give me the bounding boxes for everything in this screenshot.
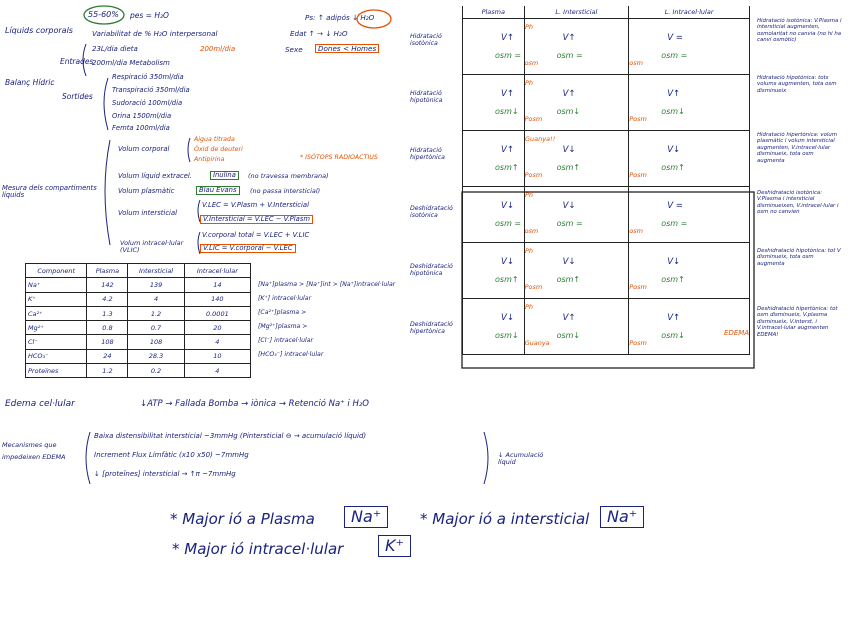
cell-osmolarity: osm↑ — [556, 275, 581, 284]
edema-cel-text: ↓ATP → Fallada Bomba → iònica → Retenció Na⁺ i H₂O — [140, 399, 369, 409]
volum-corporal: Volum corporal — [118, 145, 170, 153]
table-row — [26, 278, 251, 292]
method-1: Òxid de deuteri — [194, 146, 243, 153]
grid-row — [463, 299, 750, 355]
comp-note-3: [Mg²⁺]plasma > — [258, 323, 308, 330]
grid-row — [463, 187, 750, 243]
grid-cell — [629, 131, 750, 187]
cell-volume: V↑ — [501, 89, 514, 99]
cell-arrow-note: Ph — [525, 191, 534, 199]
liquids-label: Líquids corporals — [5, 26, 73, 35]
comp-note-5: [HCO₃⁻] intracel·lular — [258, 351, 324, 358]
table-cell: Mg²⁺ — [26, 321, 87, 335]
vcorporal-formula: V.corporal total = V.LEC + V.LIC — [202, 231, 310, 239]
sortides-item-2: Sudoració 100ml/dia — [112, 99, 183, 107]
table-cell: 0.8 — [87, 321, 128, 335]
table-cell: Proteïnes — [26, 364, 87, 378]
sexe-box: Dones < Homes — [315, 44, 379, 53]
cell-arrow-note: Posm — [629, 115, 647, 123]
cell-arrow-note: Posm — [629, 171, 647, 179]
cell-volume: V↓ — [562, 201, 576, 211]
sortides-item-0: Respiració 350ml/dia — [112, 73, 184, 81]
right-note: Deshidratació isotònica: V.Plasma i intersticial disminueixen, V.intracel·lular i osm no canvien — [757, 190, 839, 216]
table-cell: Na⁺ — [26, 278, 87, 292]
table-cell: 1.3 — [87, 306, 128, 320]
blau-evans-note: (no passa intersticial) — [250, 187, 321, 195]
cell-osmolarity: osm = — [495, 51, 522, 60]
table-row — [26, 364, 251, 378]
grid-row-label: Hidratació hipertònica — [410, 147, 445, 161]
right-note: Hidratació isotònica: V.Plasma i intersticial augmenten, osmolaritat no canvia (no hi ha canvi osmòtic) — [757, 18, 842, 44]
cell-arrow-note: osm — [629, 59, 643, 67]
cell-arrow-note: Guanya — [524, 339, 550, 347]
cell-volume: V = — [667, 201, 683, 211]
cause-sexe: Sexe — [285, 45, 303, 54]
table-cell: 0.0001 — [184, 306, 250, 320]
grid-cell — [524, 75, 629, 131]
acumulacio: ↓ Acumulació líquid — [498, 451, 544, 466]
sortides-label: Sortides — [62, 92, 93, 101]
cell-arrow-note: Posm — [629, 283, 647, 291]
grid-cell — [629, 19, 750, 75]
mec-item-2: ↓ [proteïnes] intersticial → ↑π ~7mmHg — [94, 470, 236, 478]
cell-volume: V↑ — [562, 33, 576, 43]
cell-osmolarity: osm↓ — [495, 331, 519, 340]
cell-volume: V = — [667, 33, 683, 43]
table-cell: 140 — [184, 292, 250, 306]
sortides-item-1: Transpiració 350ml/dia — [112, 86, 190, 94]
cell-volume: V↓ — [667, 257, 681, 267]
table-row — [26, 292, 251, 306]
cell-arrow-note: Ph — [525, 79, 534, 87]
entrades-1: 23L/dia dieta — [92, 45, 138, 53]
grid-cell — [629, 75, 750, 131]
edema-note: EDEMA — [724, 329, 750, 337]
cell-volume: V↑ — [501, 33, 514, 43]
grid-header-plasma: Plasma — [463, 6, 525, 19]
major-2-box: Na⁺ — [600, 506, 644, 528]
entrades-label: Entrades — [60, 57, 94, 66]
table-cell: 108 — [87, 335, 128, 349]
vlec-formula: V.LEC = V.Plasm + V.Intersticial — [202, 201, 309, 209]
cell-arrow-note: Posm — [524, 171, 543, 179]
cell-osmolarity: osm = — [556, 51, 583, 60]
cell-osmolarity: osm = — [661, 51, 688, 60]
cell-osmolarity: osm = — [495, 219, 522, 228]
entrades-1b: 200ml/dia — [200, 45, 236, 53]
volum-plasma: Volum plasmàtic — [118, 187, 175, 195]
sortides-item-3: Orina 1500ml/dia — [112, 112, 172, 120]
major-1-box: Na⁺ — [344, 506, 388, 528]
table-cell: 0.7 — [128, 321, 184, 335]
grid-cell — [629, 243, 750, 299]
grid-cell — [524, 19, 629, 75]
table-row — [26, 335, 251, 349]
table-header: Plasma — [87, 264, 128, 278]
table-cell: 139 — [128, 278, 184, 292]
grid-cell — [463, 19, 534, 75]
comp-note-0: [Na⁺]plasma > [Na⁺]int > [Na⁺]intracel·lular — [258, 281, 396, 288]
star-note: * ISÒTOPS RADIOACTIUS — [300, 154, 378, 161]
table-cell: 28.3 — [128, 349, 184, 363]
grid-header-intersticial: L. Intersticial — [524, 6, 629, 19]
table-cell: 4 — [184, 335, 250, 349]
balanc-label: Balanç Hídric — [5, 78, 55, 87]
table-cell: Cl⁻ — [26, 335, 87, 349]
inulina-box: Inulina — [210, 171, 239, 180]
grid-row-label: Deshidratació hipotònica — [410, 263, 453, 277]
mecanismes-label: Mecanismes que impedeixen EDEMA — [2, 441, 66, 461]
vlic-formula: V.LIC = V.corporal − V.LEC — [200, 244, 296, 253]
table-cell: 14 — [184, 278, 250, 292]
major-3-label: * Major ió intracel·lular — [172, 540, 344, 558]
table-header: Component — [26, 264, 87, 278]
comp-note-4: [Cl⁻] intracel·lular — [258, 337, 314, 344]
volum-intersticial: Volum intersticial — [118, 209, 177, 217]
table-cell: 4.2 — [87, 292, 128, 306]
cell-osmolarity: osm↓ — [556, 107, 581, 116]
composition-table — [25, 263, 251, 378]
method-0: Aigua titrada — [194, 136, 235, 143]
volum-extracel: Volum líquid extracel. — [118, 172, 192, 180]
cell-volume: V↓ — [501, 257, 514, 267]
grid-row-label: Deshidratació hipertònica — [410, 321, 453, 335]
cell-volume: V↑ — [667, 89, 681, 99]
grid-row — [463, 243, 750, 299]
percent-bubble: 55-60% — [88, 10, 119, 19]
grid-cell — [463, 299, 534, 355]
grid-cell — [524, 243, 629, 299]
table-cell: K⁺ — [26, 292, 87, 306]
major-1-label: * Major ió a Plasma — [170, 510, 315, 528]
cause-adipos: Ps: ↑ adipós ↓ H₂O — [305, 13, 375, 22]
cell-osmolarity: osm↓ — [661, 107, 685, 116]
comp-note-2: [Ca²⁺]plasma > — [258, 309, 307, 316]
grid-cell — [629, 299, 750, 355]
major-3-box: K⁺ — [378, 535, 411, 557]
grid-header-intracel: L. Intracel·lular — [629, 6, 750, 19]
mesura-label: Mesura dels compartiments líquids — [2, 184, 97, 199]
cell-volume: V↑ — [562, 313, 576, 323]
table-row — [26, 306, 251, 320]
cell-volume: V↑ — [562, 89, 576, 99]
table-cell: 4 — [184, 364, 250, 378]
comp-note-1: [K⁺] intracel·lular — [258, 295, 312, 302]
method-2: Antipirina — [194, 156, 225, 163]
cell-osmolarity: osm↑ — [556, 163, 581, 172]
grid-row — [463, 131, 750, 187]
grid-row-label: Deshidratació isotònica — [410, 205, 453, 219]
cell-osmolarity: osm = — [661, 219, 688, 228]
table-cell: 10 — [184, 349, 250, 363]
sortides-item-4: Femta 100ml/dia — [112, 124, 170, 132]
table-cell: 0.2 — [128, 364, 184, 378]
pes-h2o: pes = H₂O — [130, 11, 169, 20]
cell-volume: V↓ — [667, 145, 681, 155]
cell-volume: V↓ — [562, 257, 576, 267]
cell-arrow-note: Ph — [525, 303, 534, 311]
entrades-2: 200ml/dia Metabolism — [92, 59, 170, 67]
major-2-label: * Major ió a intersticial — [420, 510, 590, 528]
grid-cell — [463, 187, 534, 243]
cell-arrow-note: Guanya!! — [525, 135, 556, 143]
cell-osmolarity: osm↑ — [661, 163, 685, 172]
grid-cell — [524, 131, 629, 187]
cell-osmolarity: osm = — [556, 219, 583, 228]
right-note: Deshidratació hipotònica: tot V disminueix, tota osm augmenta — [757, 248, 841, 267]
table-cell: 142 — [87, 278, 128, 292]
cell-volume: V↓ — [501, 201, 514, 211]
cell-osmolarity: osm↑ — [661, 275, 685, 284]
right-note: Hidratació hipotònica: tots volums augmenten, tota osm disminueix — [757, 75, 837, 94]
table-cell: 1.2 — [128, 306, 184, 320]
inulina-note: (no travessa membrana) — [248, 172, 329, 180]
mec-item-1: Increment Flux Limfàtic (x10 x50) ~7mmHg — [94, 451, 249, 459]
compartment-grid — [462, 6, 750, 355]
vinters-formula: V.Intersticial = V.LEC − V.Plasm — [200, 215, 313, 224]
blau-evans-box: Blau Evans — [196, 186, 240, 195]
grid-row-label: Hidratació isotònica — [410, 33, 442, 47]
table-cell: 108 — [128, 335, 184, 349]
grid-row — [463, 75, 750, 131]
grid-cell — [524, 187, 629, 243]
table-cell: HCO₃⁻ — [26, 349, 87, 363]
cell-osmolarity: osm↓ — [661, 331, 685, 340]
mec-item-0: Baixa distensibilitat intersticial ~3mmHg (Pintersticial ⊖ → acumulació líquid) — [94, 432, 367, 440]
table-cell: 1.2 — [87, 364, 128, 378]
cell-arrow-note: Posm — [524, 115, 543, 123]
grid-row — [463, 19, 750, 75]
table-row — [26, 349, 251, 363]
right-note: Hidratació hipertònica: volum plasmàtic i volum intersticial augmenten, V.intracel·lular disminueix, tota osm augmenta — [757, 132, 838, 164]
cell-osmolarity: osm↓ — [495, 107, 519, 116]
cell-arrow-note: osm — [524, 227, 539, 235]
table-cell: 24 — [87, 349, 128, 363]
grid-cell — [629, 187, 750, 243]
table-cell: 20 — [184, 321, 250, 335]
table-row — [26, 321, 251, 335]
cell-volume: V↓ — [501, 313, 514, 323]
table-header-row — [26, 264, 251, 278]
cell-osmolarity: osm↑ — [495, 163, 519, 172]
cell-arrow-note: Posm — [524, 283, 543, 291]
cell-volume: V↑ — [667, 313, 681, 323]
table-cell: 4 — [128, 292, 184, 306]
table-header: Intracel·lular — [184, 264, 250, 278]
cell-arrow-note: Ph — [525, 23, 534, 31]
grid-header-row — [463, 6, 750, 19]
grid-cell — [524, 299, 629, 355]
cell-arrow-note: osm — [524, 59, 539, 67]
grid-row-label: Hidratació hipotònica — [410, 90, 443, 104]
volum-intracel: Volum intracel·lular (VLIC) — [120, 239, 184, 254]
variabilitat: Variabilitat de % H₂O interpersonal — [92, 29, 218, 38]
edema-cel-label: Edema cel·lular — [5, 399, 75, 409]
cell-volume: V↓ — [562, 145, 576, 155]
cell-volume: V↑ — [501, 145, 514, 155]
table-cell: Ca²⁺ — [26, 306, 87, 320]
cell-osmolarity: osm↑ — [495, 275, 519, 284]
cell-osmolarity: osm↓ — [556, 331, 581, 340]
cell-arrow-note: Ph — [525, 247, 534, 255]
right-note: Deshidratació hipertònica: tot osm disminueix, V.plasma disminueix, V.interst. i V.intracel·lular augmenten EDEMA! — [757, 306, 838, 338]
table-header: Intersticial — [128, 264, 184, 278]
cell-arrow-note: Posm — [629, 339, 647, 347]
cause-edat: Edat ↑ → ↓ H₂O — [290, 29, 348, 38]
cell-arrow-note: osm — [629, 227, 643, 235]
